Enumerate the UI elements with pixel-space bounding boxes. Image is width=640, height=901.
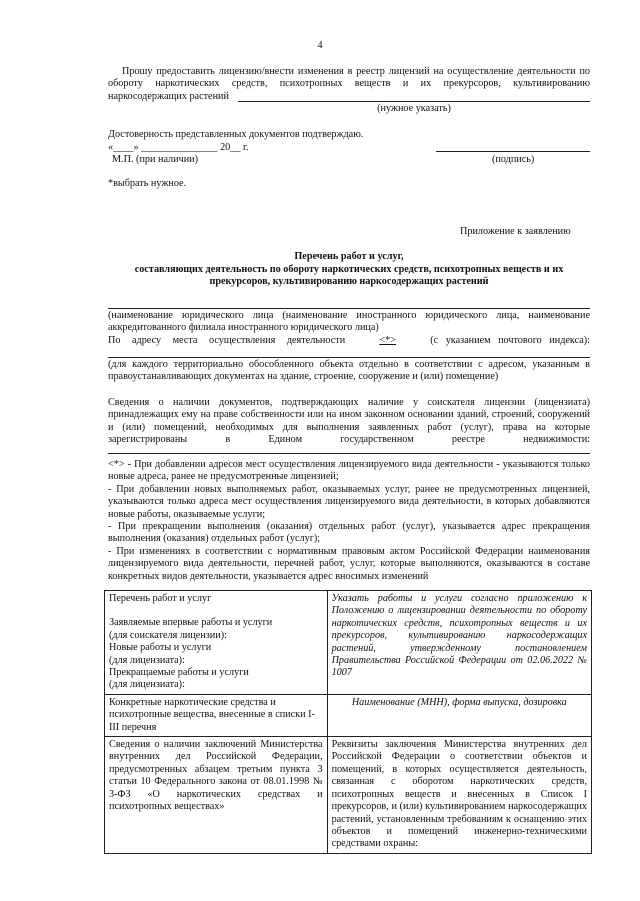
request-text: Прошу предоставить лицензию/внести изменения в реестр лицензий на осуществление деятельности по обороту наркотических средств, психотропных веществ и их прекурсоров, культивированию наркосодержащих растений bbox=[108, 66, 590, 102]
new-works-note: (для соискателя лицензии): bbox=[109, 629, 227, 641]
documents-info: Сведения о наличии документов, подтверждающих наличие у соискателя лицензии (лицензиата) принадлежащих ему на праве собственности или на ином законном основании зданий, строений, сооружений и (или) помещений, необходимых для выполнения заявленных работ (услуг), права на которые зарегистрированы в Едином государственном реестре недвижимости: bbox=[108, 397, 590, 446]
documents-line bbox=[108, 453, 590, 454]
address-hint: (для каждого территориально обособленного объекта отдельно в соответствии с адресом, указанным в правоустанавливающих документах на здание, строение, сооружение и (или) помещение) bbox=[108, 359, 590, 383]
substances-instruction-cell: Наименование (МНН), форма выпуска, дозировка bbox=[327, 694, 591, 736]
signature-label: (подпись) bbox=[492, 154, 535, 165]
list-title-line2: составляющих деятельность по обороту наркотических средств, психотропных веществ и их прекурсоров, культивированию наркосодержащих растений bbox=[134, 264, 564, 288]
address-row bbox=[108, 335, 590, 347]
signature-line bbox=[436, 151, 590, 152]
appendix-label: Приложение к заявлению bbox=[460, 226, 571, 237]
request-fill-line bbox=[238, 101, 590, 102]
ended-works-label: Прекращаемые работы и услуги bbox=[109, 667, 249, 679]
list-title-line1: Перечень работ и услуг, bbox=[294, 251, 404, 262]
blank-line bbox=[109, 605, 323, 617]
request-hint: (нужное указать) bbox=[377, 103, 451, 114]
footnote-2: - При добавлении новых выполняемых работ, оказываемых услуг, ранее не предусмотренных лицензией, указываются только адреса мест осуществления лицензируемого вида деятельности, в которых добавляются новые работы, оказываемые услуги; bbox=[108, 483, 590, 520]
table-row bbox=[105, 694, 592, 736]
works-table bbox=[104, 590, 592, 854]
address-label-right: (с указанием почтового индекса): bbox=[430, 335, 590, 346]
works-list-cell bbox=[105, 591, 328, 695]
address-footnote-ref[interactable]: <*> bbox=[379, 335, 396, 346]
legal-entity-hint: (наименование юридического лица (наименование иностранного юридического лица, наименование аккредитованного филиала иностранного юридического лица) bbox=[108, 310, 590, 334]
table-row bbox=[105, 737, 592, 854]
works-instruction-cell: Указать работы и услуги согласно приложению к Положению о лицензировании деятельности по обороту наркотических средств, психотропных веществ и их прекурсоров, культивированию наркосодержащих растений, утвержденному постановлением Правительства Российской Федерации от 02.06.2022 № 1007 bbox=[327, 591, 591, 695]
confirm-text: Достоверность представленных документов подтверждаю. bbox=[108, 129, 364, 140]
footnotes bbox=[108, 459, 590, 583]
address-label-left: По адресу места осуществления деятельности bbox=[108, 335, 346, 346]
added-works-label: Новые работы и услуги bbox=[109, 642, 212, 654]
works-list-label: Перечень работ и услуг bbox=[109, 593, 212, 604]
page-number: 4 bbox=[317, 40, 323, 51]
conclusions-cell: Сведения о наличии заключений Министерства внутренних дел Российской Федерации, предусмотренных абзацем третьим пункта 3 статьи 10 Федерального закона от 08.01.1998 № 3-ФЗ «О наркотических средствах и психотропных веществах» bbox=[105, 737, 328, 854]
footnote-1: <*> - При добавлении адресов мест осуществления лицензируемого вида деятельности - указываются только новые адреса, ранее не предусмотренные лицензией; bbox=[108, 459, 590, 483]
footnote-choose: *выбрать нужное. bbox=[108, 178, 187, 189]
legal-entity-line bbox=[108, 308, 590, 309]
footnote-3: - При прекращении выполнения (оказания) отдельных работ (услуг), указывается адрес прекращения выполнения (оказания) отдельных работ (услуг); bbox=[108, 521, 590, 545]
footnote-4: - При изменениях в соответствии с нормативным правовым актом Российской Федерации наименования лицензируемого вида деятельности, перечней работ, услуг, которые выполняются, оказываются в составе конкретных видов деятельности, указывается адрес вносимых изменений bbox=[108, 545, 590, 582]
table-row bbox=[105, 591, 592, 695]
substances-cell: Конкретные наркотические средства и психотропные вещества, внесенные в списки I-III перечня bbox=[105, 694, 328, 736]
date-field: «____» _______________ 20__ г. bbox=[108, 142, 249, 153]
new-works-label: Заявляемые впервые работы и услуги bbox=[109, 617, 273, 629]
address-line bbox=[108, 357, 590, 358]
stamp-label: М.П. (при наличии) bbox=[112, 154, 199, 165]
ended-works-note: (для лицензиата): bbox=[109, 679, 185, 691]
conclusions-details-cell: Реквизиты заключения Министерства внутренних дел Российской Федерации о соответствии объектов и помещений, в которых осуществляется деятельность, связанная с оборотом наркотических средств, психотропных веществ и внесенных в Список I прекурсоров, и (или) культивированием наркосодержащих растений, установленным требованиям к оснащению этих объектов и помещений инженерно-техническими средствами охраны: bbox=[327, 737, 591, 854]
added-works-note: (для лицензиата): bbox=[109, 654, 185, 666]
